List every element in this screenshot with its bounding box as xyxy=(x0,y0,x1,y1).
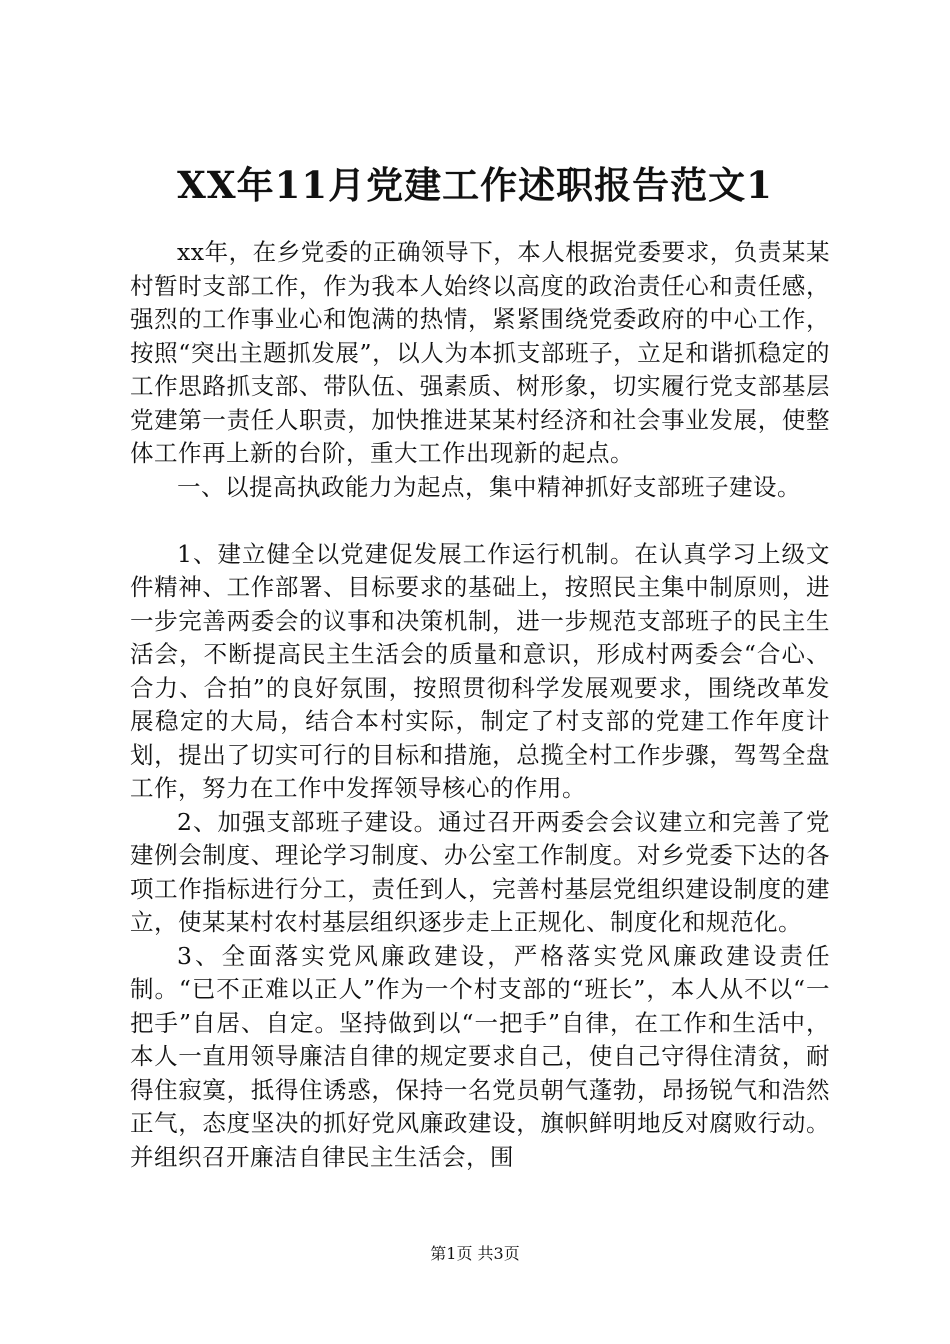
paragraph-intro: xx年，在乡党委的正确领导下，本人根据党委要求，负责某某村暂时支部工作，作为我本人始终以高度的政治责任心和责任感，强烈的工作事业心和饱满的热情，紧紧围绕党委政府的中心工作，按照“突出主题抓发展”，以人为本抓支部班子，立足和谐抓稳定的工作思路抓支部、带队伍、强素质、树形象，切实履行党支部基层党建第一责任人职责，加快推进某某村经济和社会事业发展，使整体工作再上新的台阶，重大工作出现新的起点。 xyxy=(130,238,830,467)
paragraph-item-1: 1、建立健全以党建促发展工作运行机制。在认真学习上级文件精神、工作部署、目标要求的基础上，按照民主集中制原则，进一步完善两委会的议事和决策机制，进一步规范支部班子的民主生活会，不断提高民主生活会的质量和意识，形成村两委会“合心、合力、合拍”的良好氛围，按照贯彻科学发展观要求，围绕改革发展稳定的大局，结合本村实际，制定了村支部的党建工作年度计划，提出了切实可行的目标和措施，总揽全村工作步骤，驾驾全盘工作，努力在工作中发挥领导核心的作用。 xyxy=(130,539,830,802)
page-footer: 第1页 共3页 xyxy=(430,1244,520,1263)
document-title: XX年11月党建工作述职报告范文1 xyxy=(177,163,773,207)
document-body xyxy=(130,236,830,1174)
section-heading-1: 一、以提高执政能力为起点，集中精神抓好支部班子建设。 xyxy=(177,472,801,501)
paragraph-item-2: 2、加强支部班子建设。通过召开两委会会议建立和完善了党建例会制度、理论学习制度、办公室工作制度。对乡党委下达的各项工作指标进行分工，责任到人，完善村基层党组织建设制度的建立，使某某村农村基层组织逐步走上正规化、制度化和规范化。 xyxy=(130,807,830,936)
paragraph-item-3: 3、全面落实党风廉政建设，严格落实党风廉政建设责任制。“已不正难以正人”作为一个村支部的“班长”，本人从不以“一把手”自居、自定。坚持做到以“一把手”自律，在工作和生活中，本人一直用领导廉洁自律的规定要求自己，使自己守得住清贫，耐得住寂寞，抵得住诱惑，保持一名党员朝气蓬勃，昂扬锐气和浩然正气，态度坚决的抓好党风廉政建设，旗帜鲜明地反对腐败行动。并组织召开廉洁自律民主生活会，围 xyxy=(130,941,830,1171)
